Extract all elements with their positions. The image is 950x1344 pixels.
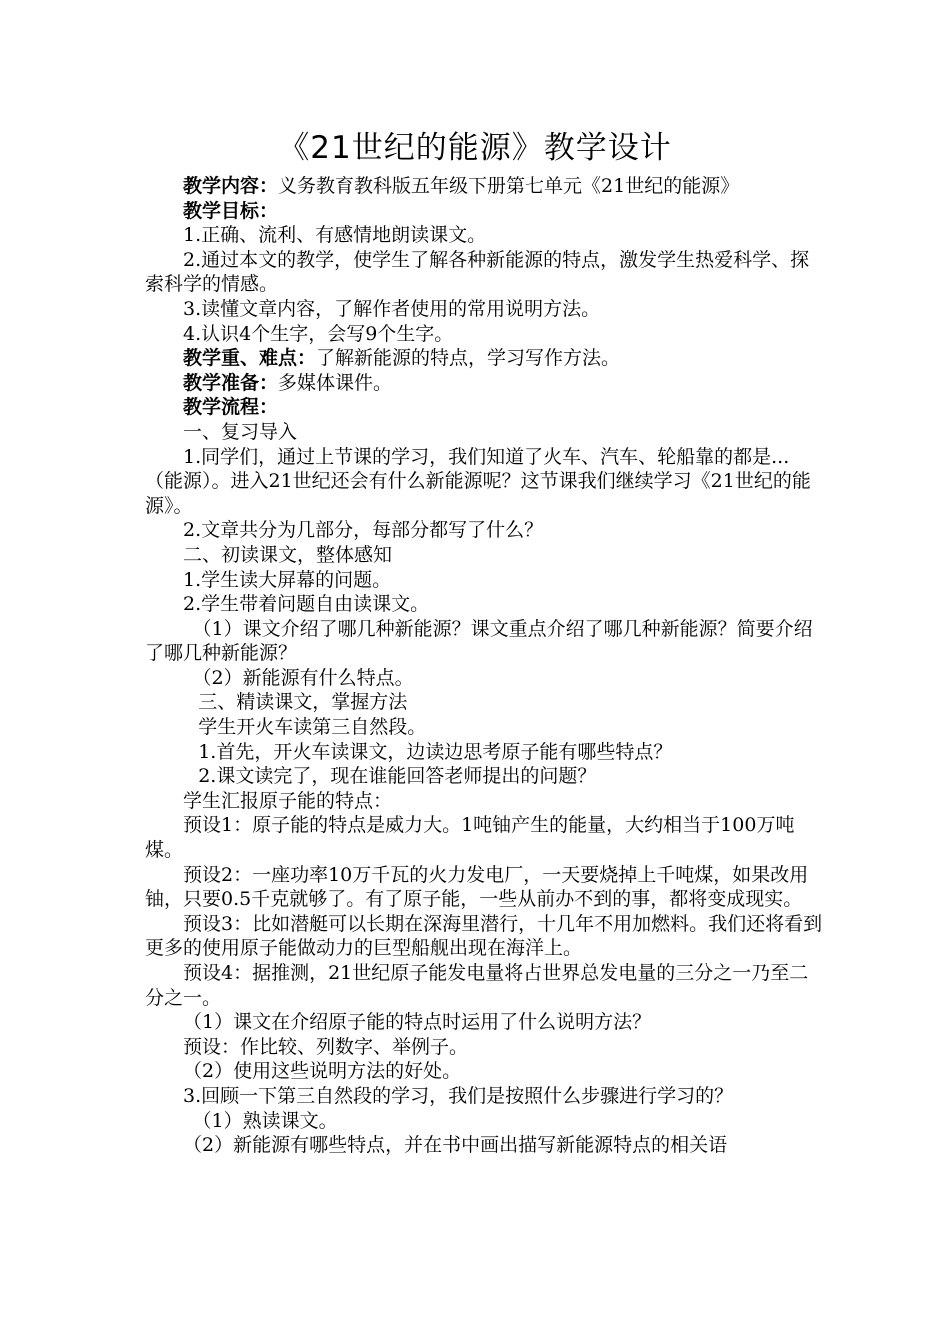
goal-item: 1.正确、流利、有感情地朗读课文。 <box>183 224 487 247</box>
process-subitem: （1）课文介绍了哪几种新能源？课文重点介绍了哪几种新能源？简要介绍了哪几种新能源？ <box>145 617 813 665</box>
preset-item: 预设1：原子能的特点是威力大。1吨铀产生的能量，大约相当于100万吨煤。 <box>145 814 795 862</box>
process-heading <box>145 395 825 420</box>
preset-item: 预设4：据推测，21世纪原子能发电量将占世界总发电量的三分之一乃至二分之一。 <box>145 962 809 1009</box>
process-subitem: （1）课文在介绍原子能的特点时运用了什么说明方法？ <box>183 1011 652 1034</box>
preparation-text: 多媒体课件。 <box>278 371 393 394</box>
process-subitem: （2）新能源有什么特点。 <box>192 666 414 689</box>
section-heading: 二、初读课文，整体感知 <box>183 543 393 566</box>
process-line: 预设：作比较、列数字、举例子。 <box>183 1035 469 1058</box>
section-heading: 三、精读课文，掌握方法 <box>198 691 408 714</box>
section-heading: 一、复习导入 <box>183 420 298 443</box>
content-label: 教学内容： <box>183 175 279 197</box>
process-line: 1.首先，开火车读课文，边读边思考原子能有哪些特点？ <box>198 740 673 763</box>
document-title: 《21世纪的能源》教学设计 <box>278 130 672 166</box>
process-line: 3.回顾一下第三自然段的学习，我们是按照什么步骤进行学习的？ <box>183 1084 734 1107</box>
process-line: 1.学生读大屏幕的问题。 <box>183 568 392 591</box>
process-subitem: （1）熟读课文。 <box>192 1109 338 1132</box>
process-subitem: （2）使用这些说明方法的好处。 <box>183 1060 462 1083</box>
content-paragraph <box>145 174 825 199</box>
key-points-text: 了解新能源的特点，学习写作方法。 <box>316 347 621 370</box>
goals-label: 教学目标： <box>183 199 279 222</box>
process-line: 2.课文读完了，现在谁能回答老师提出的问题？ <box>198 765 597 788</box>
key-points-label: 教学重、难点： <box>183 347 317 370</box>
goal-item: 4.认识4个生字，会写9个生字。 <box>183 322 454 345</box>
key-points-paragraph <box>145 346 825 371</box>
process-line: 学生开火车读第三自然段。 <box>198 716 427 739</box>
process-subitem: （2）新能源有哪些特点，并在书中画出描写新能源特点的相关语 <box>183 1134 728 1157</box>
content-text: 义务教育教科版五年级下册第七单元《21世纪的能源》 <box>278 175 740 197</box>
preset-item: 预设2：一座功率10万千瓦的火力发电厂，一天要烧掉上千吨煤，如果改用铀，只要0.5千克就够了。有了原子能，一些从前办不到的事，都将变成现实。 <box>145 863 809 911</box>
process-line: 学生汇报原子能的特点： <box>183 789 393 812</box>
process-line: 1.同学们，通过上节课的学习，我们知道了火车、汽车、轮船靠的都是...（能源）。进入21世纪还会有什么新能源呢？这节课我们继续学习《21世纪的能源》。 <box>145 445 811 517</box>
goal-item: 2.通过本文的教学，使学生了解各种新能源的特点，激发学生热爱科学、探索科学的情感。 <box>145 248 810 296</box>
preparation-label: 教学准备： <box>183 371 279 394</box>
process-label: 教学流程： <box>183 396 279 419</box>
goal-item: 3.读懂文章内容，了解作者使用的常用说明方法。 <box>183 297 601 320</box>
preparation-paragraph <box>145 371 825 396</box>
document-body <box>145 174 825 1158</box>
process-line: 2.学生带着问题自由读课文。 <box>183 593 430 616</box>
goals-heading <box>145 199 825 224</box>
process-line: 2.文章共分为几部分，每部分都写了什么？ <box>183 519 544 542</box>
preset-item: 预设3：比如潜艇可以长期在深海里潜行，十几年不用加燃料。我们还将看到更多的使用原子能做动力的巨型船舰出现在海洋上。 <box>145 912 823 960</box>
